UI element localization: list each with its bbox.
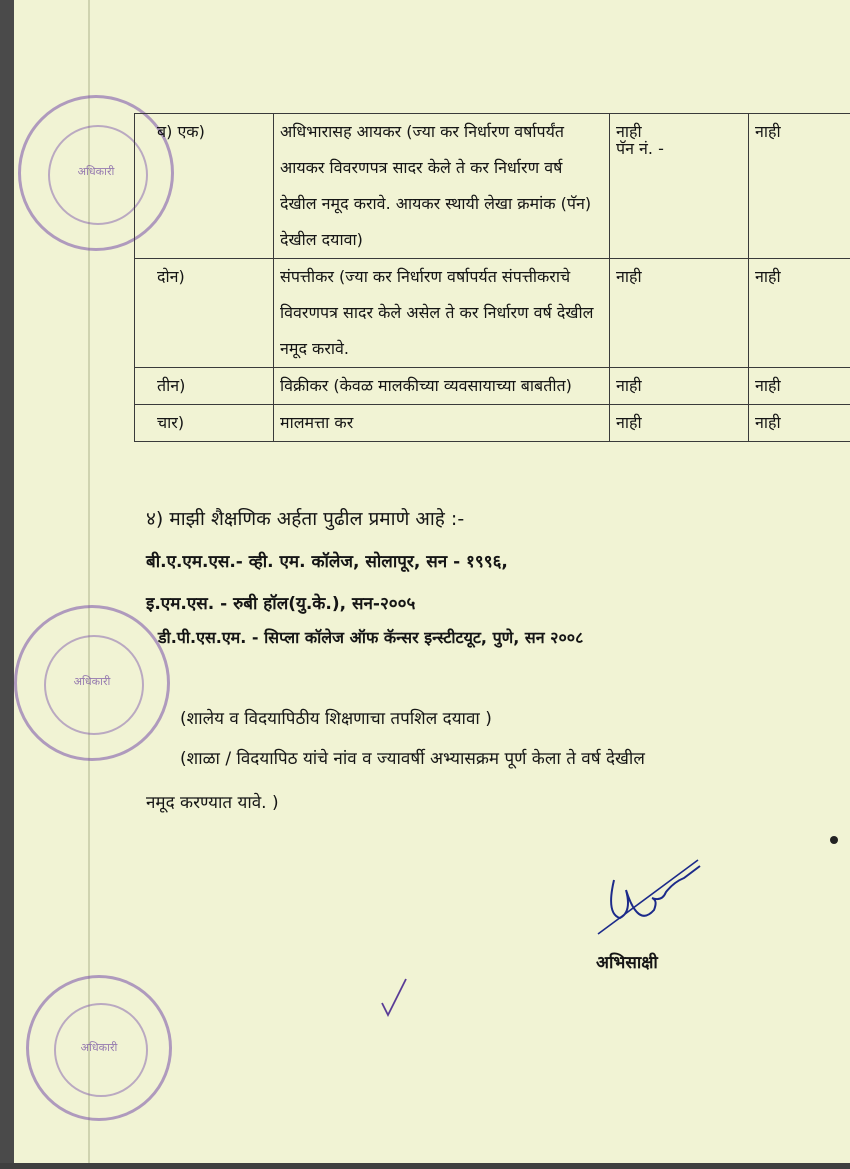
row-value: नाही <box>749 368 850 405</box>
qualification-line: डी.पी.एस.एम. - सिप्ला कॉलेज ऑफ कॅन्सर इन्स्टीटयूट, पुणे, सन २००८ <box>158 628 584 647</box>
instruction-note: (शाळा / विदयापिठ यांचे नांव व ज्यावर्षी अभ्यासक्रम पूर्ण केला ते वर्ष देखील <box>180 749 645 769</box>
row-number: ब) एक) <box>135 114 274 259</box>
table-row <box>135 259 850 368</box>
row-status-cell <box>610 114 749 259</box>
ink-dot <box>830 836 838 844</box>
tax-declaration-table <box>134 113 850 442</box>
instruction-note: (शालेय व विदयापिठीय शिक्षणाचा तपशिल दयावा ) <box>180 709 492 729</box>
row-status: नाही <box>610 368 749 405</box>
page-bottom-edge <box>0 1163 850 1169</box>
pan-number: पॅन नं. - <box>616 139 664 158</box>
qualification-line: इ.एम.एस. - रुबी हॉल(यु.के.), सन-२००५ <box>146 594 416 614</box>
row-number: चार) <box>135 405 274 442</box>
row-number: दोन) <box>135 259 274 368</box>
checkmark-icon <box>380 975 410 1020</box>
row-description: संपत्तीकर (ज्या कर निर्धारण वर्षापर्यत संपत्तीकराचे विवरणपत्र सादर केले असेल ते कर निर्धारण वर्ष देखील नमूद करावे. <box>274 259 610 368</box>
row-number: तीन) <box>135 368 274 405</box>
table-row <box>135 368 850 405</box>
row-status: नाही <box>616 122 642 141</box>
table-row <box>135 405 850 442</box>
qualification-line: बी.ए.एम.एस.- व्ही. एम. कॉलेज, सोलापूर, सन - १९९६, <box>146 552 508 572</box>
page-edge <box>0 0 14 1169</box>
education-heading: ४) माझी शैक्षणिक अर्हता पुढील प्रमाणे आहे :- <box>146 508 465 530</box>
official-stamp: अधिकारी <box>26 975 172 1121</box>
instruction-note: नमूद करण्यात यावे. ) <box>146 793 279 813</box>
row-value: नाही <box>749 259 850 368</box>
signature <box>596 852 706 942</box>
official-stamp: अधिकारी <box>18 95 174 251</box>
official-stamp: अधिकारी <box>14 605 170 761</box>
row-value: नाही <box>749 405 850 442</box>
row-status: नाही <box>610 259 749 368</box>
row-description: मालमत्ता कर <box>274 405 610 442</box>
row-description: अधिभारासह आयकर (ज्या कर निर्धारण वर्षापर्यंत आयकर विवरणपत्र सादर केले ते कर निर्धारण वर्ष देखील नमूद करावे. आयकर स्थायी लेखा क्रमांक (पॅन) देखील दयावा) <box>274 114 610 259</box>
table-row <box>135 114 850 259</box>
row-status: नाही <box>610 405 749 442</box>
row-description: विक्रीकर (केवळ मालकीच्या व्यवसायाच्या बाबतीत) <box>274 368 610 405</box>
row-value: नाही <box>749 114 850 259</box>
witness-label: अभिसाक्षी <box>596 953 658 973</box>
